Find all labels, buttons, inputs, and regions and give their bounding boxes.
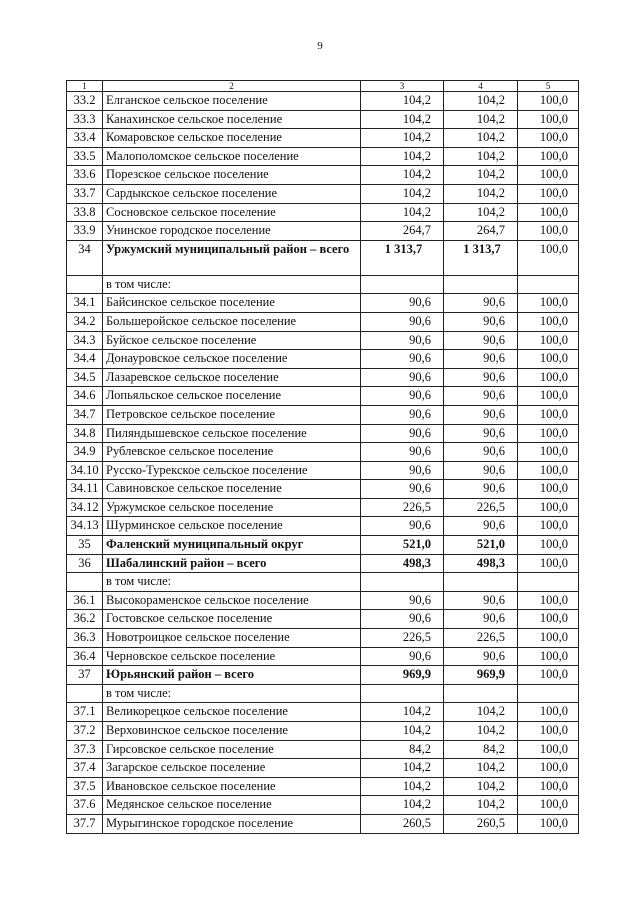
row-value-5: 100,0	[518, 350, 579, 369]
row-value-3: 104,2	[361, 184, 444, 203]
row-value-3: 104,2	[361, 166, 444, 185]
table-row	[67, 424, 579, 443]
row-value-4: 521,0	[444, 536, 518, 555]
row-number	[67, 275, 103, 294]
row-value-3: 90,6	[361, 443, 444, 462]
row-value-5: 100,0	[518, 110, 579, 129]
row-value-5: 100,0	[518, 498, 579, 517]
row-value-5: 100,0	[518, 461, 579, 480]
row-name: Медянское сельское поселение	[103, 796, 361, 815]
row-value-4: 104,2	[444, 184, 518, 203]
row-value-5: 100,0	[518, 294, 579, 313]
row-name: Сосновское сельское поселение	[103, 203, 361, 222]
table-row	[67, 703, 579, 722]
row-value-3: 104,2	[361, 92, 444, 111]
row-number: 37.5	[67, 777, 103, 796]
row-value-4: 90,6	[444, 591, 518, 610]
row-value-3: 90,6	[361, 610, 444, 629]
row-name: Юрьянский район – всего	[103, 666, 361, 685]
row-number: 34.8	[67, 424, 103, 443]
row-value-5: 100,0	[518, 129, 579, 148]
row-name: Рублевское сельское поселение	[103, 443, 361, 462]
row-name: в том числе:	[103, 684, 361, 703]
row-value-3: 226,5	[361, 498, 444, 517]
row-value-4: 104,2	[444, 110, 518, 129]
row-value-4: 226,5	[444, 629, 518, 648]
row-number: 33.5	[67, 147, 103, 166]
row-name: Буйское сельское поселение	[103, 331, 361, 350]
row-value-5	[518, 573, 579, 592]
row-value-4: 90,6	[444, 312, 518, 331]
table-row	[67, 387, 579, 406]
table-row	[67, 536, 579, 555]
row-number: 34.10	[67, 461, 103, 480]
row-value-5: 100,0	[518, 814, 579, 833]
table-row	[67, 684, 579, 703]
row-value-5: 100,0	[518, 796, 579, 815]
row-value-3	[361, 573, 444, 592]
row-value-3: 90,6	[361, 461, 444, 480]
row-name: в том числе:	[103, 573, 361, 592]
row-number: 34.4	[67, 350, 103, 369]
row-value-5: 100,0	[518, 517, 579, 536]
row-value-4: 90,6	[444, 368, 518, 387]
column-header-5: 5	[518, 81, 579, 92]
allocation-table	[66, 80, 579, 834]
row-value-4: 90,6	[444, 294, 518, 313]
row-value-3: 90,6	[361, 294, 444, 313]
row-value-5: 100,0	[518, 666, 579, 685]
table-row	[67, 591, 579, 610]
row-value-3: 104,2	[361, 147, 444, 166]
row-name: Черновское сельское поселение	[103, 647, 361, 666]
row-number: 33.8	[67, 203, 103, 222]
row-name: Фаленский муниципальный округ	[103, 536, 361, 555]
table-row	[67, 368, 579, 387]
row-value-5: 100,0	[518, 203, 579, 222]
row-number: 33.4	[67, 129, 103, 148]
table-row	[67, 517, 579, 536]
row-name: Лопьяльское сельское поселение	[103, 387, 361, 406]
table-row	[67, 275, 579, 294]
row-value-3: 90,6	[361, 517, 444, 536]
row-number: 33.6	[67, 166, 103, 185]
row-number: 35	[67, 536, 103, 555]
row-value-4: 90,6	[444, 443, 518, 462]
row-name: Сардыкское сельское поселение	[103, 184, 361, 203]
row-value-3: 84,2	[361, 740, 444, 759]
row-value-3: 104,2	[361, 703, 444, 722]
row-value-4: 84,2	[444, 740, 518, 759]
row-value-4: 104,2	[444, 703, 518, 722]
row-value-4: 104,2	[444, 796, 518, 815]
row-value-4: 969,9	[444, 666, 518, 685]
column-header-1: 1	[67, 81, 103, 92]
row-name: Донауровское сельское поселение	[103, 350, 361, 369]
table-row	[67, 312, 579, 331]
table-row	[67, 166, 579, 185]
table-row	[67, 203, 579, 222]
table-row	[67, 110, 579, 129]
table-row	[67, 759, 579, 778]
row-value-3: 90,6	[361, 350, 444, 369]
table-row	[67, 666, 579, 685]
row-value-4: 90,6	[444, 517, 518, 536]
row-name: Большеройское сельское поселение	[103, 312, 361, 331]
row-value-5: 100,0	[518, 405, 579, 424]
table-row	[67, 184, 579, 203]
row-value-4: 90,6	[444, 480, 518, 499]
table-row	[67, 461, 579, 480]
row-value-4: 90,6	[444, 461, 518, 480]
row-value-3: 90,6	[361, 331, 444, 350]
row-value-4: 104,2	[444, 203, 518, 222]
column-header-2: 2	[103, 81, 361, 92]
table-row	[67, 480, 579, 499]
row-value-3: 90,6	[361, 424, 444, 443]
table-row	[67, 294, 579, 313]
table-row	[67, 147, 579, 166]
row-value-4	[444, 573, 518, 592]
row-value-4: 90,6	[444, 350, 518, 369]
row-value-3: 90,6	[361, 591, 444, 610]
row-value-3: 498,3	[361, 554, 444, 573]
table-row	[67, 573, 579, 592]
row-value-4: 104,2	[444, 722, 518, 741]
row-value-5: 100,0	[518, 647, 579, 666]
table-row	[67, 498, 579, 517]
table-row	[67, 331, 579, 350]
row-value-5: 100,0	[518, 424, 579, 443]
row-value-3: 104,2	[361, 759, 444, 778]
page-number: 9	[317, 40, 323, 52]
table-row	[67, 629, 579, 648]
row-value-3: 90,6	[361, 368, 444, 387]
row-name: Ивановское сельское поселение	[103, 777, 361, 796]
row-value-3: 104,2	[361, 203, 444, 222]
row-value-5: 100,0	[518, 312, 579, 331]
row-value-5: 100,0	[518, 703, 579, 722]
row-value-5: 100,0	[518, 443, 579, 462]
row-name: Лазаревское сельское поселение	[103, 368, 361, 387]
row-name: Гирсовское сельское поселение	[103, 740, 361, 759]
table-row	[67, 129, 579, 148]
row-number: 33.9	[67, 222, 103, 241]
row-number: 37	[67, 666, 103, 685]
row-number: 37.7	[67, 814, 103, 833]
row-name: Малополомское сельское поселение	[103, 147, 361, 166]
row-value-5: 100,0	[518, 554, 579, 573]
row-value-4: 260,5	[444, 814, 518, 833]
row-value-3: 264,7	[361, 222, 444, 241]
row-number: 36.2	[67, 610, 103, 629]
row-value-4: 90,6	[444, 331, 518, 350]
row-value-3: 104,2	[361, 796, 444, 815]
row-value-3: 260,5	[361, 814, 444, 833]
row-value-5: 100,0	[518, 591, 579, 610]
row-value-3: 1 313,7	[361, 240, 444, 275]
row-value-4: 104,2	[444, 92, 518, 111]
row-name: Канахинское сельское поселение	[103, 110, 361, 129]
row-value-5: 100,0	[518, 480, 579, 499]
row-name: Унинское городское поселение	[103, 222, 361, 241]
row-number: 34.12	[67, 498, 103, 517]
row-number: 34.3	[67, 331, 103, 350]
row-number: 34.6	[67, 387, 103, 406]
row-value-5	[518, 275, 579, 294]
row-name: Шурминское сельское поселение	[103, 517, 361, 536]
row-number: 34.5	[67, 368, 103, 387]
table-row	[67, 610, 579, 629]
row-value-3: 521,0	[361, 536, 444, 555]
row-value-3: 90,6	[361, 480, 444, 499]
row-value-4: 90,6	[444, 387, 518, 406]
row-name: в том числе:	[103, 275, 361, 294]
row-value-3: 104,2	[361, 722, 444, 741]
row-value-3: 969,9	[361, 666, 444, 685]
row-value-5: 100,0	[518, 331, 579, 350]
row-number: 37.1	[67, 703, 103, 722]
table-body	[67, 81, 579, 834]
row-name: Петровское сельское поселение	[103, 405, 361, 424]
row-name: Загарское сельское поселение	[103, 759, 361, 778]
row-value-4: 90,6	[444, 424, 518, 443]
row-value-5: 100,0	[518, 610, 579, 629]
row-number: 33.7	[67, 184, 103, 203]
row-value-5: 100,0	[518, 368, 579, 387]
row-value-4: 90,6	[444, 647, 518, 666]
row-value-5: 100,0	[518, 777, 579, 796]
row-value-5: 100,0	[518, 92, 579, 111]
row-name: Гостовское сельское поселение	[103, 610, 361, 629]
row-number: 34.9	[67, 443, 103, 462]
row-number: 34.7	[67, 405, 103, 424]
row-value-5: 100,0	[518, 722, 579, 741]
row-value-5: 100,0	[518, 166, 579, 185]
row-value-5: 100,0	[518, 240, 579, 275]
row-value-3: 104,2	[361, 129, 444, 148]
row-value-4: 104,2	[444, 759, 518, 778]
column-number-row	[67, 81, 579, 92]
row-number: 36.4	[67, 647, 103, 666]
row-name: Уржумское сельское поселение	[103, 498, 361, 517]
table-row	[67, 405, 579, 424]
row-value-4: 104,2	[444, 166, 518, 185]
row-value-5: 100,0	[518, 184, 579, 203]
row-number: 37.2	[67, 722, 103, 741]
row-value-4	[444, 684, 518, 703]
row-number	[67, 684, 103, 703]
row-number: 34.2	[67, 312, 103, 331]
row-value-3: 90,6	[361, 405, 444, 424]
row-number: 34.11	[67, 480, 103, 499]
row-value-5: 100,0	[518, 222, 579, 241]
row-name: Уржумский муниципальный район – всего	[103, 240, 361, 275]
row-name: Порезское сельское поселение	[103, 166, 361, 185]
table-row	[67, 722, 579, 741]
row-value-4	[444, 275, 518, 294]
row-value-5: 100,0	[518, 629, 579, 648]
row-value-4: 90,6	[444, 405, 518, 424]
row-value-5: 100,0	[518, 147, 579, 166]
row-name: Шабалинский район – всего	[103, 554, 361, 573]
row-value-4: 1 313,7	[444, 240, 518, 275]
table-row	[67, 443, 579, 462]
row-value-5	[518, 684, 579, 703]
row-number: 36.3	[67, 629, 103, 648]
row-value-3: 226,5	[361, 629, 444, 648]
row-value-5: 100,0	[518, 740, 579, 759]
row-value-4: 104,2	[444, 777, 518, 796]
table-row	[67, 554, 579, 573]
row-value-5: 100,0	[518, 387, 579, 406]
row-name: Верховинское сельское поселение	[103, 722, 361, 741]
row-name: Пиляндышевское сельское поселение	[103, 424, 361, 443]
table-row	[67, 740, 579, 759]
row-name: Русско-Турекское сельское поселение	[103, 461, 361, 480]
row-number: 34	[67, 240, 103, 275]
row-number: 37.4	[67, 759, 103, 778]
row-name: Байсинское сельское поселение	[103, 294, 361, 313]
row-value-4: 226,5	[444, 498, 518, 517]
row-value-3	[361, 275, 444, 294]
table-row	[67, 350, 579, 369]
table-row	[67, 222, 579, 241]
row-value-3: 90,6	[361, 647, 444, 666]
row-value-3	[361, 684, 444, 703]
column-header-4: 4	[444, 81, 518, 92]
row-name: Великорецкое сельское поселение	[103, 703, 361, 722]
row-number: 37.6	[67, 796, 103, 815]
row-value-3: 104,2	[361, 110, 444, 129]
table-row	[67, 647, 579, 666]
table-row	[67, 92, 579, 111]
row-name: Новотроицкое сельское поселение	[103, 629, 361, 648]
row-number	[67, 573, 103, 592]
row-name: Комаровское сельское поселение	[103, 129, 361, 148]
row-name: Елганское сельское поселение	[103, 92, 361, 111]
row-number: 34.1	[67, 294, 103, 313]
row-number: 34.13	[67, 517, 103, 536]
row-name: Мурыгинское городское поселение	[103, 814, 361, 833]
table-row	[67, 240, 579, 275]
row-value-4: 90,6	[444, 610, 518, 629]
row-value-3: 90,6	[361, 387, 444, 406]
row-number: 37.3	[67, 740, 103, 759]
row-number: 33.2	[67, 92, 103, 111]
row-number: 33.3	[67, 110, 103, 129]
row-value-4: 498,3	[444, 554, 518, 573]
row-value-3: 90,6	[361, 312, 444, 331]
table-row	[67, 814, 579, 833]
table-row	[67, 796, 579, 815]
row-value-4: 104,2	[444, 129, 518, 148]
row-value-5: 100,0	[518, 536, 579, 555]
row-number: 36	[67, 554, 103, 573]
column-header-3: 3	[361, 81, 444, 92]
row-number: 36.1	[67, 591, 103, 610]
row-value-4: 264,7	[444, 222, 518, 241]
row-name: Савиновское сельское поселение	[103, 480, 361, 499]
row-value-4: 104,2	[444, 147, 518, 166]
table-row	[67, 777, 579, 796]
row-value-3: 104,2	[361, 777, 444, 796]
row-value-5: 100,0	[518, 759, 579, 778]
row-name: Высокораменское сельское поселение	[103, 591, 361, 610]
